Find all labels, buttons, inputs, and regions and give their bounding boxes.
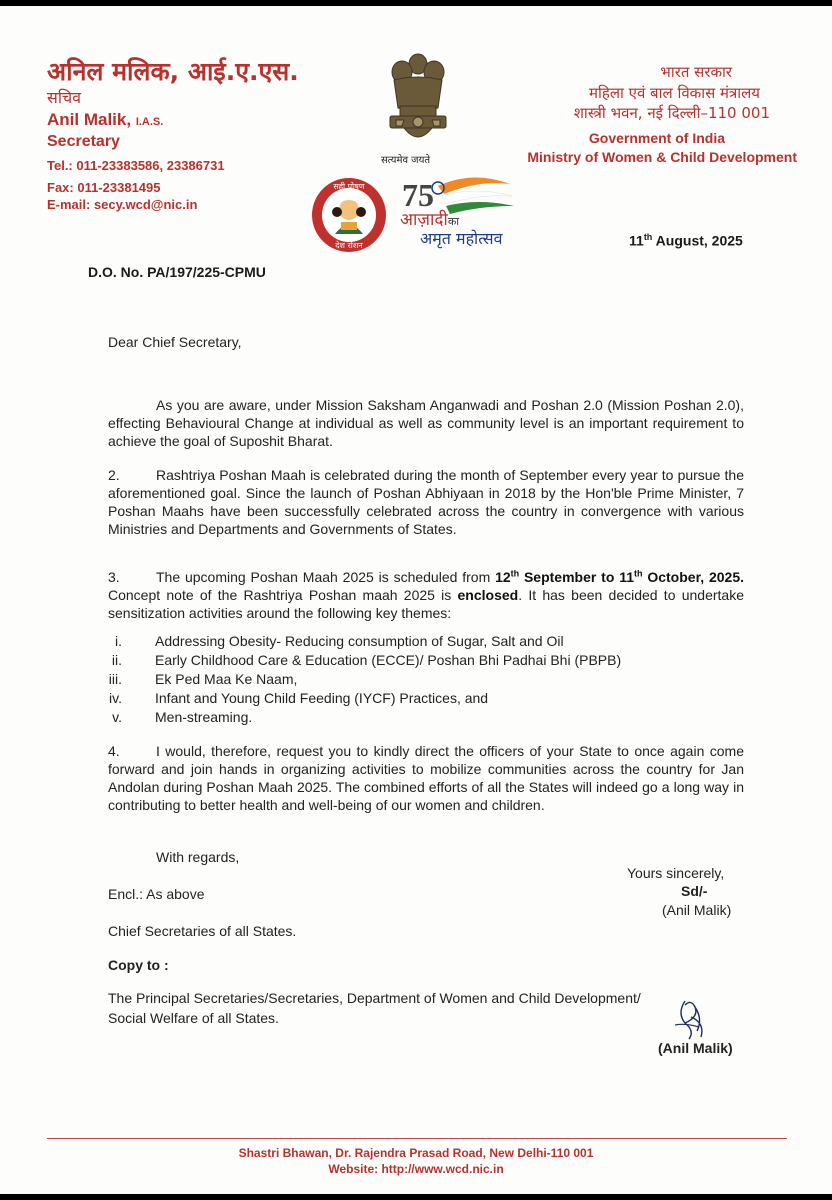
- paragraph-4: 4. I would, therefore, request you to kindly direct the officers of your State to once again come forward and join hands in organizing activities to mobilize communities across the country for Jan Andolan during Poshan Maah 2025. The combined efforts of all the States will indeed go a long way in contributing to better health and well-being of our women and children.: [108, 743, 744, 813]
- enclosure-note: Encl.: As above: [108, 886, 205, 902]
- yours-sincerely: Yours sincerely,: [627, 865, 725, 881]
- ministry-address-hindi: शास्त्री भवन, नई दिल्ली–110 001: [573, 104, 770, 122]
- copy-to-recipients: The Principal Secretaries/Secretaries, Department of Women and Child Development/: [108, 990, 641, 1006]
- azadi-text-line1: आज़ादीका: [400, 210, 460, 230]
- svg-text:75: 75: [402, 177, 434, 213]
- with-regards: With regards,: [156, 849, 240, 865]
- ministry-name-hindi: महिला एवं बाल विकास मंत्रालय: [589, 84, 760, 102]
- azadi-text-line2: अमृत महोत्सव: [420, 229, 503, 248]
- government-name-english: Government of India: [588, 130, 725, 146]
- government-name-hindi: भारत सरकार: [660, 63, 732, 81]
- paragraph-2: 2. Rashtriya Poshan Maah is celebrated during the month of September every year to pursue the aforementioned goal. Since the launch of Poshan Abhiyaan in 2018 by the Hon'ble Prime Minister, 7 Poshan Maahs have been successfully celebrated across the country in convergence with various Ministries and Departments and Governments of States.: [108, 467, 744, 537]
- fax-number: Fax: 011-23381495: [47, 180, 161, 195]
- signatory-name: (Anil Malik): [662, 902, 732, 918]
- footer-website: Website: http://www.wcd.nic.in: [328, 1162, 504, 1176]
- copy-to-recipients-cont: Social Welfare of all States.: [108, 1010, 279, 1026]
- secretary-designation-hindi: सचिव: [47, 88, 82, 107]
- do-reference-number: D.O. No. PA/197/225-CPMU: [88, 264, 266, 280]
- salutation: Dear Chief Secretary,: [108, 334, 242, 350]
- secretary-name-hindi: अनिल मलिक, आई.ए.एस.: [47, 57, 299, 86]
- emblem-motto: सत्यमेव जयते: [381, 155, 431, 166]
- secretary-name-english: Anil Malik, I.A.S.: [47, 110, 164, 129]
- footer-divider: [47, 1138, 787, 1139]
- svg-text:सही पोषण: सही पोषण: [333, 182, 365, 191]
- letter-page: अनिल मलिक, आई.ए.एस. सचिव Anil Malik, I.A.S. Secretary Tel.: 011-23383586, 23386731 Fax: 011-23381495 E-mail: secy.wcd@nic.in सत्यमेव जयते सही पोषण देश रोशन 75 आज़ादीका अमृत महोत्सव भारत सरकार महिला एवं बाल विकास मंत्रालय शास्त्री भवन, नई दिल्ली–110 001 Government of India Ministry of Women & Child Development 11th August, 2025 D.O. No. PA/197/225-CPMU Dear Chief Secretary, As you are aware, under Mission Saksham Anganwadi and Poshan 2.0 (Mission Poshan 2.0), effecting Behavioural Change at individual as well as community level is an important requirement to achieve the goal of Suposhit Bharat. 2. Rashtriya Poshan Maah is celebrated during the month of September every year to pursue the aforementioned goal. Since the launch of Poshan Abhiyaan in 2018 by the Hon'ble Prime Minister, 7 Poshan Maahs have been successfully celebrated across the country in convergence with various Ministries and Departments and Governments of States. 3. The upcoming Poshan Maah 2025 is scheduled from 12th September to 11th October, 2025. Concept note of the Rashtriya Poshan maah 2025 is enclosed. It has been decided to undertake sensitization activities around the following key themes: i. Addressing Obesity- Reducing consumption of Sugar, Salt and Oil ii. Early Childhood Care & Education (ECCE)/ Poshan Bhi Padhai Bhi (PBPB) iii. Ek Ped Maa Ke Naam, iv. Infant and Young Child Feeding (IYCF) Practices, and v. Men-streaming. 4. I would, therefore, request you to kindly direct the officers of your State to once again come forward and join hands in organizing activities to mobilize communities across the country for Jan Andolan during Poshan Maah 2025. The combined efforts of all the States will indeed go a long way in contributing to better health and well-being of our women and children. With regards, Yours sincerely, Sd/- Encl.: As above (Anil Malik) Chief Secretaries of all States. Copy to : The Principal Secretaries/Secretaries, Department of Women and Child Development/ Social Welfare of all States. (Anil Malik) Shastri Bhawan, Dr. Rajendra Prasad Road, New Delhi-110 001 Website: http://www.wcd.nic.in: [0, 6, 832, 1194]
- letter-date: 11th August, 2025: [629, 232, 743, 249]
- svg-text:देश रोशन: देश रोशन: [335, 241, 363, 250]
- poshan-logo-text: [310, 176, 388, 254]
- footer-address: Shastri Bhawan, Dr. Rajendra Prasad Road, New Delhi-110 001: [238, 1146, 594, 1160]
- paragraph-1: As you are aware, under Mission Saksham Anganwadi and Poshan 2.0 (Mission Poshan 2.0), effecting Behavioural Change at individual as well as community level is an important requirement to achieve the goal of Suposhit Bharat.: [108, 397, 744, 449]
- email-address: E-mail: secy.wcd@nic.in: [47, 197, 198, 212]
- secretary-designation-english: Secretary: [47, 133, 120, 150]
- signatory-name-2: (Anil Malik): [658, 1040, 733, 1056]
- telephone-numbers: Tel.: 011-23383586, 23386731: [47, 158, 225, 173]
- copy-to-label: Copy to :: [108, 957, 169, 973]
- ministry-name-english: Ministry of Women & Child Development: [527, 149, 797, 165]
- signed-marker: Sd/-: [681, 883, 708, 899]
- ashoka-emblem-icon: [378, 50, 458, 154]
- addressee: Chief Secretaries of all States.: [108, 923, 297, 939]
- paragraph-3: 3. The upcoming Poshan Maah 2025 is scheduled from 12th September to 11th October, 2025. Concept note of the Rashtriya Poshan maah 2025 is enclosed. It has been decided to undertake sensitization activities around the following key themes:: [108, 568, 745, 621]
